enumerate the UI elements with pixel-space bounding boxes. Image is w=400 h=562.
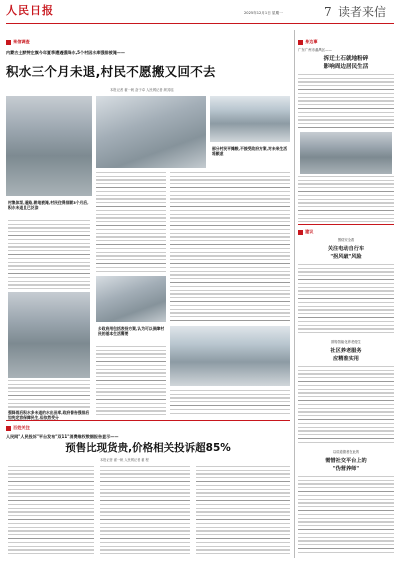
issue-date: 2025年12月1日 星期一 xyxy=(244,11,283,15)
flood-photo-5 xyxy=(96,276,166,322)
main-story-text-col-3b xyxy=(170,390,290,416)
main-story-text-col-2a xyxy=(96,172,166,272)
section-title: 读者来信 xyxy=(338,5,387,19)
main-story-byline: 本报记者 翟一帆 奋于卓 人民网记者 颜其瑶 xyxy=(110,88,174,92)
sidebar-story-2-kicker: 围绕安全看 xyxy=(337,238,355,242)
sidebar-story-3-headline-1: 社区养老服务 xyxy=(330,348,362,354)
sidebar-story-2-headline-1: 关注电动自行车 xyxy=(327,246,365,252)
flood-photo-4 xyxy=(8,292,90,378)
sidebar-rubric-1: 身边事 xyxy=(298,38,318,46)
second-story-byline: 本报记者 翟一帆 人民网记者 翟 程 xyxy=(100,458,149,462)
photo-caption-3: 乡政府用包括表扬方案,认为可以保障村民的基本生活需要 xyxy=(98,326,164,337)
sidebar-rubric-2: 建议 xyxy=(298,228,313,236)
sidebar-story-1-text xyxy=(298,74,394,130)
second-story-headline: 预售比现货贵,价格相关投诉超85% xyxy=(65,442,231,454)
column-divider xyxy=(294,30,295,558)
section-divider xyxy=(6,420,290,421)
flood-photo-2 xyxy=(96,96,206,168)
main-story-rubric: 来信调查 xyxy=(6,38,30,46)
main-story-headline: 积水三个月未退,村民不愿搬又回不去 xyxy=(6,64,216,79)
sidebar-divider-1 xyxy=(298,224,394,225)
photo-caption-4: 强降雨后积水多未退的水出田库,政府普告强排后如宪定容保障民生,但依然受分 xyxy=(8,410,90,421)
main-story-text-col-3a xyxy=(170,172,290,322)
sidebar-story-1-headline-1: 拆迁土石就地粉碎 xyxy=(323,56,369,62)
main-story-kicker: 内蒙古土默特左旗今年夏季遭遇强降水,5个村因水库强排被淹—— xyxy=(6,50,126,55)
main-story-text-col-1b xyxy=(8,380,90,408)
page-number: 7 xyxy=(324,5,332,19)
sidebar-story-4-headline-2: "伪营养师" xyxy=(332,466,360,472)
sidebar-story-1-kicker: 广东广州市番禺区—— xyxy=(298,48,332,52)
sidebar-story-4-kicker: 以讲道德者在此的 xyxy=(332,450,360,454)
sidebar-story-1-headline-2: 影响周边居民生活 xyxy=(323,64,369,70)
sidebar-story-2-headline-2: "拐风破"风险 xyxy=(330,254,362,260)
sidebar-story-3-text xyxy=(298,366,394,446)
second-story-text-col-1 xyxy=(8,466,94,556)
photo-caption-2: 部分村民平摊粮,不接受政府方案,对未来生活将颇虑 xyxy=(212,146,288,157)
sidebar-story-3-kicker: 期待智能化养老便生 xyxy=(331,340,361,344)
photo-caption-1: 村集体泵,道路,耕地被淹,村民住得排顺3个月后,积水未退且已泛涂 xyxy=(8,200,89,211)
flood-photo-1 xyxy=(6,96,92,196)
flood-photo-6 xyxy=(170,326,290,386)
second-story-text-col-3 xyxy=(196,466,290,556)
main-story-text-col-1a xyxy=(8,220,90,290)
sidebar-photo xyxy=(300,132,392,174)
second-story-rubric: 百姓关注 xyxy=(6,424,30,432)
second-story-text-col-2 xyxy=(100,466,190,556)
masthead xyxy=(6,4,394,24)
sidebar-story-4-text xyxy=(298,476,394,556)
newspaper-logo: 人民日报 xyxy=(6,4,54,17)
sidebar-story-4-headline-1: 需惜社交平台上的 xyxy=(325,458,367,464)
flood-photo-3 xyxy=(210,96,290,142)
second-story-kicker: 人民网"人民投诉"平台发布"双11"消费维权数据报告显示—— xyxy=(6,434,119,439)
sidebar-story-2-text xyxy=(298,264,394,336)
sidebar-story-3-headline-2: 应精准实用 xyxy=(333,356,359,362)
main-story-text-col-2b xyxy=(96,346,166,416)
sidebar-story-1-text-2 xyxy=(298,176,394,222)
